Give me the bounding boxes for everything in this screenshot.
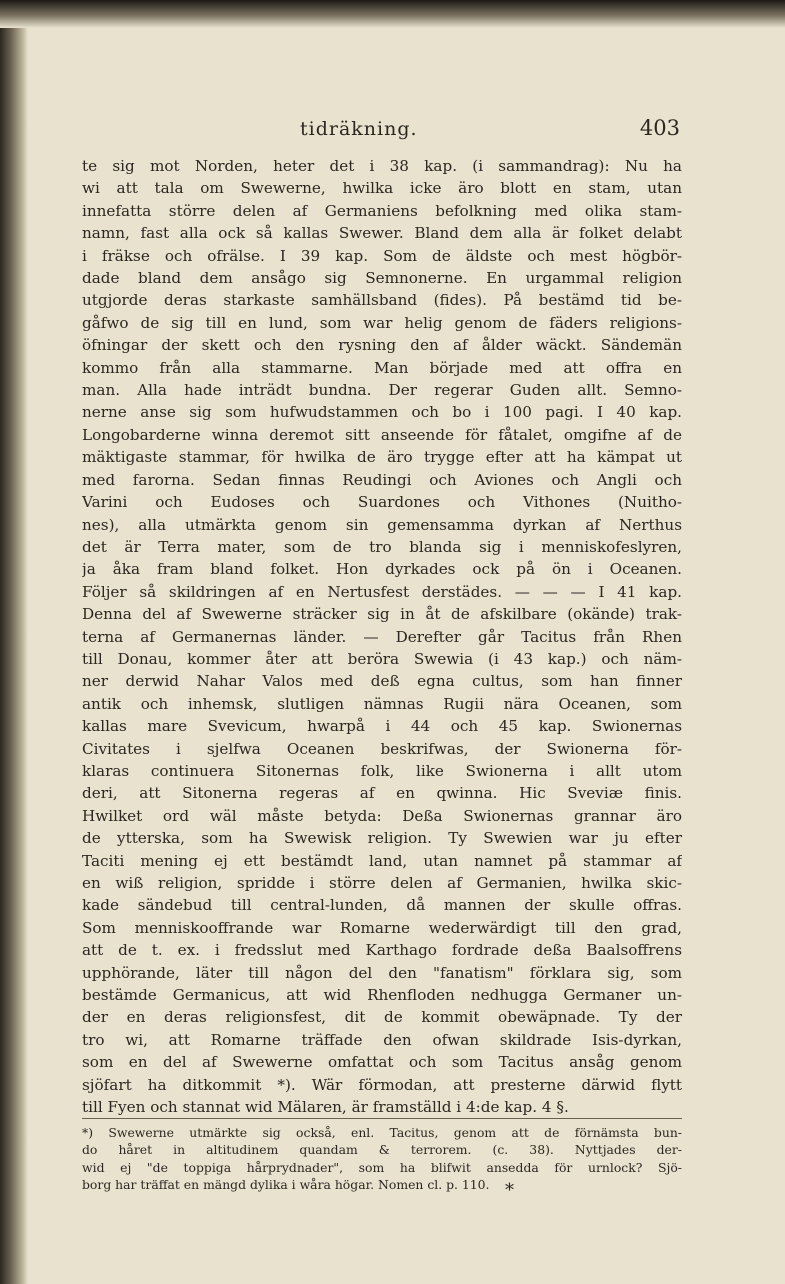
footnote-line: do håret in altitudinem quandam & terrorem. (c. 38). Nyttjades der-: [82, 1142, 682, 1158]
footnote-line: wid ej "de toppiga hårprydnader", som ha blifwit ansedda för urnlock? Sjö-: [82, 1159, 682, 1175]
text-line: deri, att Sitonerna regeras af en qwinna. Hic Sveviæ finis.: [82, 784, 682, 803]
footnote-divider: [82, 1118, 682, 1119]
text-line: Varini och Eudoses och Suardones och Vithones (Nuitho-: [82, 493, 682, 512]
text-line: en wiß religion, spridde i större delen af Germanien, hwilka skic-: [82, 874, 682, 892]
text-line: nerne anse sig som hufwudstammen och bo i 100 pagi. I 40 kap.: [82, 403, 682, 422]
text-line: Taciti mening ej ett bestämdt land, utan namnet på stammar af: [82, 851, 682, 870]
footnote: [82, 1124, 682, 1194]
text-line: terna af Germanernas länder. — Derefter går Tacitus från Rhen: [82, 627, 682, 646]
text-line: innefatta större delen af Germaniens befolkning med olika stam-: [82, 201, 682, 220]
running-head: tidräkning.: [300, 118, 418, 140]
text-line: Longobarderne winna deremot sitt anseende för fåtalet, omgifne af de: [82, 425, 682, 444]
text-line: kommo från alla stammarne. Man började med att offra en: [82, 358, 682, 377]
text-line: upphörande, läter till någon del den "fanatism" förklara sig, som: [82, 963, 682, 982]
page-header: [60, 118, 740, 148]
text-line: Denna del af Swewerne sträcker sig in åt de afskilbare (okände) trak-: [82, 605, 682, 624]
text-line: som en del af Swewerne omfattat och som Tacitus ansåg genom: [82, 1053, 682, 1072]
text-line: utgjorde deras starkaste samhällsband (fides). På bestämd tid be-: [82, 291, 682, 310]
text-line: mäktigaste stammar, för hwilka de äro trygge efter att ha kämpat ut: [82, 448, 682, 467]
text-line: der en deras religionsfest, dit de kommit obewäpnade. Ty der: [82, 1008, 682, 1027]
page-number: 403: [639, 116, 680, 140]
text-line: Som menniskooffrande war Romarne wederwärdigt till den grad,: [82, 918, 682, 937]
text-line: ner derwid Nahar Valos med deß egna cultus, som han finner: [82, 672, 682, 691]
text-line: nes), alla utmärkta genom sin gemensamma dyrkan af Nerthus: [82, 515, 682, 534]
text-line: det är Terra mater, som de tro blanda sig i menniskofeslyren,: [82, 537, 682, 556]
book-binding-shadow: [0, 0, 28, 1284]
text-line: man. Alla hade inträdt bundna. Der regerar Guden allt. Semno-: [82, 381, 682, 400]
signature-mark: *: [505, 1180, 514, 1201]
text-line: sjöfart ha ditkommit *). Wär förmodan, att presterne därwid flytt: [82, 1075, 682, 1094]
text-line: wi att tala om Swewerne, hwilka icke äro blott en stam, utan: [82, 179, 682, 198]
text-line: antik och inhemsk, slutligen nämnas Rugii nära Oceanen, som: [82, 694, 682, 713]
footnote-line: borg har träffat en mängd dylika i wåra högar. Nomen cl. p. 110.: [82, 1177, 490, 1193]
text-line: klaras continuera Sitonernas folk, like Swionerna i allt utom: [82, 761, 682, 780]
text-line: kade sändebud till central-lunden, då mannen der skulle offras.: [82, 896, 682, 915]
text-line: i fräkse och ofrälse. I 39 kap. Som de äldste och mest högbör-: [82, 246, 682, 265]
body-text: [82, 155, 682, 1118]
page-top-shadow: [0, 0, 785, 28]
text-line: till Fyen och stannat wid Mälaren, är framställd i 4:de kap. 4 §.: [82, 1098, 569, 1117]
text-line: med farorna. Sedan finnas Reudingi och Aviones och Angli och: [82, 470, 682, 489]
text-line: till Donau, kommer åter att beröra Swewia (i 43 kap.) och näm-: [82, 649, 682, 668]
text-line: de ytterska, som ha Swewisk religion. Ty Swewien war ju efter: [82, 829, 682, 848]
text-line: dade bland dem ansågo sig Semnonerne. En urgammal religion: [82, 269, 682, 288]
text-line: öfningar der skett och den rysning den af ålder wäckt. Sändemän: [82, 336, 682, 355]
text-line: te sig mot Norden, heter det i 38 kap. (i sammandrag): Nu ha: [82, 157, 682, 175]
text-line: bestämde Germanicus, att wid Rhenfloden nedhugga Germaner un-: [82, 986, 682, 1005]
text-line: namn, fast alla ock så kallas Swewer. Bland dem alla är folket delabt: [82, 224, 682, 243]
text-line: tro wi, att Romarne träffade den ofwan skildrade Isis-dyrkan,: [82, 1030, 682, 1049]
text-line: Följer så skildringen af en Nertusfest derstädes. — — — I 41 kap.: [82, 582, 682, 601]
text-line: Civitates i sjelfwa Oceanen beskrifwas, der Swionerna för-: [82, 739, 682, 758]
text-line: kallas mare Svevicum, hwarpå i 44 och 45 kap. Swionernas: [82, 717, 682, 736]
footnote-line: *) Swewerne utmärkte sig också, enl. Tacitus, genom att de förnämsta bun-: [82, 1125, 682, 1140]
text-line: Hwilket ord wäl måste betyda: Deßa Swionernas grannar äro: [82, 806, 682, 825]
text-line: gåfwo de sig till en lund, som war helig genom de fäders religions-: [82, 313, 682, 332]
text-line: ja åka fram bland folket. Hon dyrkades ock på ön i Oceanen.: [82, 560, 682, 579]
text-line: att de t. ex. i fredsslut med Karthago fordrade deßa Baalsoffrens: [82, 941, 682, 960]
